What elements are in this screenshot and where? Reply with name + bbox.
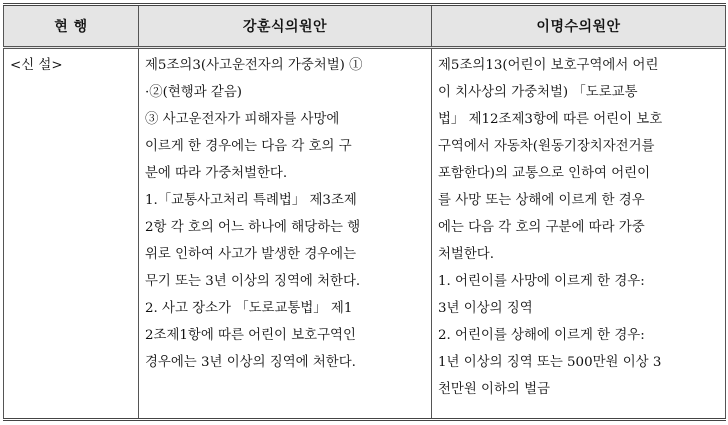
text-line: 포함한다)의 교통으로 인하여 어린이 xyxy=(438,166,651,181)
text-line: 2. 어린이를 상해에 이르게 한 경우: xyxy=(438,328,645,343)
header-current: 현 행 xyxy=(4,5,139,48)
text-line: 제5조의13(어린이 보호구역에서 어린 xyxy=(438,58,659,73)
text-line: 처벌한다. xyxy=(438,247,494,262)
text-line: 2항 각 호의 어느 하나에 해당하는 행 xyxy=(145,220,361,235)
kang-bill-cell xyxy=(139,48,432,420)
text-line: 제5조의3(사고운전자의 가중처벌) ① xyxy=(145,58,363,73)
text-line: 무기 또는 3년 이상의 징역에 처한다. xyxy=(145,274,361,289)
text-line: 3년 이상의 징역 xyxy=(438,301,533,316)
text-line: 이 치사상의 가중처벌) 「도로교통 xyxy=(438,85,638,100)
header-row xyxy=(4,5,726,48)
text-line: ③ 사고운전자가 피해자를 사망에 xyxy=(145,112,340,127)
text-line: 1.「교통사고처리 특례법」 제3조제 xyxy=(145,193,357,208)
text-line: 경우에는 3년 이상의 징역에 처한다. xyxy=(145,355,356,370)
text-line: 법」 제12조제3항에 따른 어린이 보호 xyxy=(438,112,663,127)
header-lee-bill: 이명수의원안 xyxy=(432,5,726,48)
text-line: 분에 따라 가중처벌한다. xyxy=(145,166,288,181)
text-line: 위로 인하여 사고가 발생한 경우에는 xyxy=(145,247,357,262)
current-law-cell: <신 설> xyxy=(4,48,139,420)
content-row xyxy=(4,48,726,420)
text-line: 구역에서 자동차(원동기장치자전거를 xyxy=(438,139,655,154)
text-line: 2조제1항에 따른 어린이 보호구역인 xyxy=(145,328,356,343)
text-line: 이르게 한 경우에는 다음 각 호의 구 xyxy=(145,139,352,154)
text-line: 에는 다음 각 호의 구분에 따라 가중 xyxy=(438,220,645,235)
text-line: 천만원 이하의 벌금 xyxy=(438,382,550,397)
text-line: 를 사망 또는 상해에 이르게 한 경우 xyxy=(438,193,645,208)
text-line: 2. 사고 장소가 「도로교통법」 제1 xyxy=(145,301,353,316)
text-line: ·②(현행과 같음) xyxy=(145,85,243,100)
lee-bill-cell xyxy=(432,48,726,420)
header-kang-bill: 강훈식의원안 xyxy=(139,5,432,48)
text-line: 1년 이상의 징역 또는 500만원 이상 3 xyxy=(438,355,662,370)
text-line: 1. 어린이를 사망에 이르게 한 경우: xyxy=(438,274,645,289)
comparison-table xyxy=(3,3,726,421)
